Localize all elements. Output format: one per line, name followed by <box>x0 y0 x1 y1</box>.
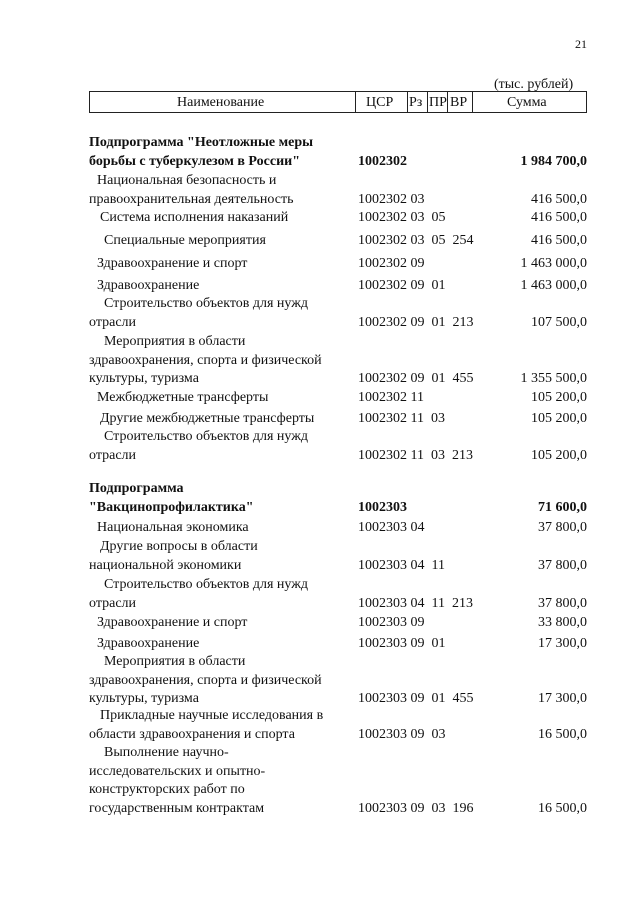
row-sum: 1 984 700,0 <box>520 153 587 169</box>
row-code: 1002302 11 <box>358 390 424 405</box>
row-code: 1002302 09 01 455 <box>358 371 474 386</box>
header-csr: ЦСР <box>366 95 394 110</box>
row-name: Здравоохранение и спорт <box>97 615 248 630</box>
row-name: Мероприятия в области <box>104 334 246 349</box>
header-divider <box>472 92 473 112</box>
row-name: Строительство объектов для нужд <box>104 429 309 444</box>
row-code: 1002302 03 05 <box>358 210 446 225</box>
row-code: 1002302 09 <box>358 256 425 271</box>
row-code: 1002303 09 03 <box>358 726 446 742</box>
row-name: Здравоохранение <box>97 636 200 651</box>
row-code: 1002303 09 01 455 <box>358 691 474 706</box>
row-name: здравоохранения, спорта и физической <box>89 352 322 368</box>
row-code: 1002303 09 03 196 <box>358 800 474 816</box>
row-name: Другие межбюджетные трансферты <box>100 411 315 426</box>
row-sum: 71 600,0 <box>538 499 587 515</box>
row-sum: 37 800,0 <box>538 520 587 535</box>
row-sum: 33 800,0 <box>538 615 587 630</box>
row-sum: 105 200,0 <box>531 447 587 463</box>
row-name: Строительство объектов для нужд <box>104 296 309 311</box>
row-sum: 37 800,0 <box>538 595 587 611</box>
header-divider <box>447 92 448 112</box>
header-vr: ВР <box>450 95 468 110</box>
header-rz: Рз <box>409 95 423 110</box>
row-name: Национальная экономика <box>97 520 249 535</box>
row-sum: 16 500,0 <box>538 800 587 816</box>
row-name: области здравоохранения и спорта <box>89 726 295 742</box>
header-divider <box>427 92 428 112</box>
row-name: культуры, туризма <box>89 371 199 386</box>
row-name: Национальная безопасность и <box>97 173 277 188</box>
row-code: 1002302 <box>358 153 407 169</box>
row-name: "Вакцинопрофилактика" <box>89 499 254 515</box>
header-divider <box>355 92 356 112</box>
header-divider <box>407 92 408 112</box>
header-pr: ПР <box>429 95 447 110</box>
row-sum: 17 300,0 <box>538 691 587 706</box>
row-code: 1002303 09 <box>358 615 425 630</box>
page-number: 21 <box>575 37 587 51</box>
row-name: государственным контрактам <box>89 800 265 816</box>
row-name: конструкторских работ по <box>89 782 245 797</box>
row-name: Мероприятия в области <box>104 654 246 669</box>
row-code: 1002303 04 <box>358 520 425 535</box>
row-sum: 17 300,0 <box>538 636 587 651</box>
row-name: Другие вопросы в области <box>100 539 258 554</box>
row-sum: 1 463 000,0 <box>520 256 587 271</box>
row-sum: 37 800,0 <box>538 557 587 573</box>
row-sum: 105 200,0 <box>531 411 587 426</box>
row-code: 1002302 03 <box>358 191 425 207</box>
row-name: здравоохранения, спорта и физической <box>89 672 322 688</box>
row-name: борьбы с туберкулезом в России" <box>89 153 300 169</box>
row-name: культуры, туризма <box>89 691 199 706</box>
row-code: 1002303 09 01 <box>358 636 446 651</box>
row-sum: 416 500,0 <box>531 191 587 207</box>
row-name: Подпрограмма <box>89 481 184 496</box>
row-code: 1002302 03 05 254 <box>358 233 474 248</box>
row-name: отрасли <box>89 314 137 330</box>
table-header <box>89 91 587 113</box>
row-sum: 16 500,0 <box>538 726 587 742</box>
header-divider <box>586 92 587 112</box>
row-name: отрасли <box>89 447 137 463</box>
row-name: правоохранительная деятельность <box>89 191 294 207</box>
header-name: Наименование <box>177 95 265 110</box>
header-sum: Сумма <box>507 95 547 110</box>
row-code: 1002303 04 11 <box>358 557 445 573</box>
row-name: исследовательских и опытно- <box>89 763 266 779</box>
row-name: Подпрограмма "Неотложные меры <box>89 135 314 150</box>
row-name: отрасли <box>89 595 137 611</box>
units-note: (тыс. рублей) <box>494 77 574 92</box>
row-name: Строительство объектов для нужд <box>104 577 309 592</box>
row-code: 1002302 11 03 <box>358 411 445 426</box>
row-sum: 105 200,0 <box>531 390 587 405</box>
header-divider <box>89 92 90 112</box>
row-code: 1002303 <box>358 499 407 515</box>
row-sum: 1 463 000,0 <box>520 278 587 293</box>
row-code: 1002302 09 01 <box>358 278 446 293</box>
row-name: национальной экономики <box>89 557 242 573</box>
row-name: Здравоохранение и спорт <box>97 256 248 271</box>
row-name: Система исполнения наказаний <box>100 210 289 225</box>
row-name: Прикладные научные исследования в <box>100 708 324 723</box>
row-name: Здравоохранение <box>97 278 200 293</box>
row-sum: 416 500,0 <box>531 233 587 248</box>
row-sum: 416 500,0 <box>531 210 587 225</box>
row-sum: 107 500,0 <box>531 314 587 330</box>
row-name: Выполнение научно- <box>104 745 229 760</box>
row-code: 1002302 09 01 213 <box>358 314 474 330</box>
row-code: 1002303 04 11 213 <box>358 595 473 611</box>
row-name: Специальные мероприятия <box>104 233 266 248</box>
row-code: 1002302 11 03 213 <box>358 447 473 463</box>
row-sum: 1 355 500,0 <box>520 371 587 386</box>
row-name: Межбюджетные трансферты <box>97 390 269 405</box>
